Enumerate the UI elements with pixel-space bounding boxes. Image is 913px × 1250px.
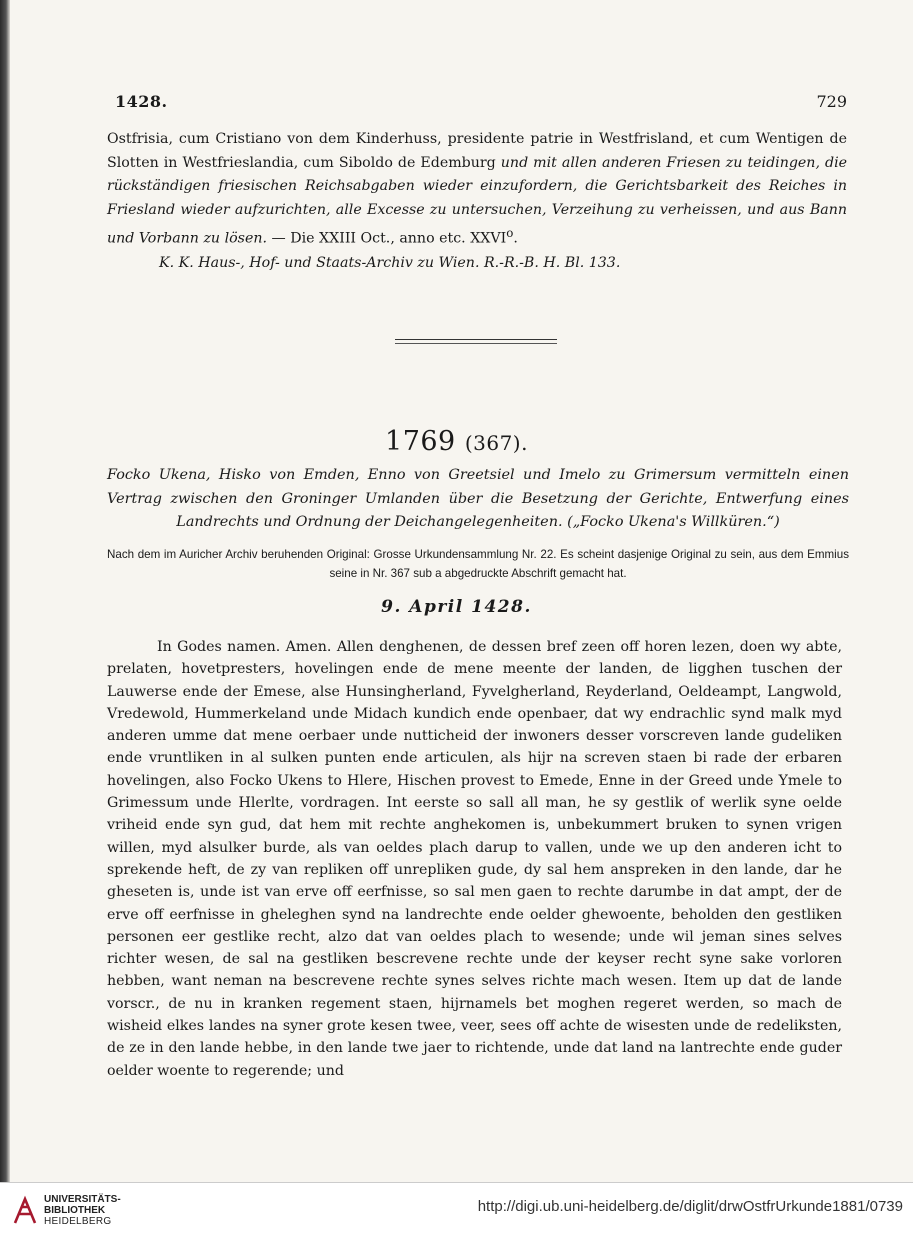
continuation-german: und mit allen anderen Friesen zu teidingen, die rückständigen friesischen Reichsabgaben wieder einzufordern, die Gerichtsbarkeit des Reiches in Friesland wieder aufzurichten, alle Excesse zu untersuchen, Verzeihung zu verheissen, und aus Bann und Vorbann zu lösen. (107, 154, 847, 248)
header-year: 1428. (115, 92, 168, 111)
section-divider (395, 339, 557, 340)
running-header (115, 92, 847, 111)
document-regest: Focko Ukena, Hisko von Emden, Enno von Greetsiel und Imelo zu Grimersum vermitteln einen Vertrag zwischen den Groninger Umlanden über die Besetzung der Gerichte, Entwerfung eines Landrechts und Ordnung der Deichangelegenheiten. („Focko Ukena's Willküren.“) (107, 467, 849, 530)
continuation-source: K. K. Haus-, Hof- und Staats-Archiv zu Wien. R.-R.-B. H. Bl. 133. (159, 254, 621, 271)
continuation-dating: — Die XXIII Oct., anno etc. XXVI (266, 231, 507, 248)
document-body: In Godes namen. Amen. Allen denghenen, de dessen bref zeen off horen lezen, doen wy abte, prelaten, hovetpresters, hovelingen ende de mene meente der landen, de ligghen tuschen der Lauwerse ende der Emese, alse Hunsingherland, Fyvelgherland, Reyderland, Oeldeampt, Langwold, Vredewold, Hummerkeland unde Midach kundich ende openbaer, dat wy endrachlic synd malk myd anderen umme dat mene oerbaer unde nutticheid der inwoners desser vorscreven lande gudeliken ende vruntliken in al sulken punten ende articulen, als hijr na screven staen bi rade der erbaren hovelingen, also Focko Ukens to Hlere, Hischen provest to Emede, Enne in der Greed unde Ymele to Grimessum unde Hlerlte, vordragen. Int eerste so sall all man, he sy gestlik of werlik syne oelde vriheid ende syn gud, dat hem mit rechte anghekomen is, unbekummert bruken to synen vrigen willen, myd alsulker burde, als van oeldes plach darup to vallen, unde we up den anderen icht to sprekende heft, de zy van repliken off unrepliken gude, dy sal hem anspreken in den lande, dar he gheseten is, unde ist van erve off eerfnisse, so sal men gaen to rechte darumbe in dat ampt, der de erve off eerfnisse in gheleghen synd na landrechte ende oelder ghewoente, beholden den gestliken personen eer gestlike recht, alzo dat van oeldes plach to wesende; unde wil jeman sines selves richter wesen, de sal na gestliken bescrevene rechte unde der keyser recht syne sake vorloren hebben, want neman na bescrevene rechte synes selves richte mach wesen. Item up dat de lande vorscr., de nu in kranken regement staen, hijrnamels bet moghen regeret werden, so mach de wisheid elkes landes na syner grote kesen twee, veer, sees off achte de wisesten unde de redeliksten, de ze in den lande hebbe, in den lande twe jaer to richtende, unde dat land na lantrechte ende guder oelder woente to regerende; und (107, 639, 842, 1079)
page-number: 729 (816, 92, 847, 111)
viewer-footer (0, 1182, 913, 1250)
continuation-text (107, 128, 847, 252)
section-divider-thin (395, 343, 557, 344)
logo-line-1: UNIVERSITÄTS- (44, 1193, 121, 1205)
permalink-url[interactable]: http://digi.ub.uni-heidelberg.de/diglit/drwOstfrUrkunde1881/0739 (477, 1198, 903, 1215)
continuation-sup: o (506, 226, 514, 241)
continuation-end: . (513, 231, 518, 248)
continuation-latin: Ostfrisia, cum Cristiano von dem Kinderhuss, presidente patrie in Westfrisland, et cum Wentigen de Slotten in Westfrieslandia, cum Siboldo de Edemburg (107, 131, 847, 171)
library-logo-icon (12, 1193, 38, 1227)
previous-document-continuation (107, 128, 847, 275)
source-note: Nach dem im Auricher Archiv beruhenden Original: Grosse Urkundensammlung Nr. 22. Es scheint dasjenige Original zu sein, aus dem Emmius seine in Nr. 367 sub a abgedruckte Abschrift gemacht hat. (107, 548, 849, 580)
document-number-alt: (367). (464, 431, 528, 455)
library-logo[interactable] (12, 1193, 121, 1227)
document-number-main: 1769 (385, 426, 456, 457)
library-logo-text (44, 1194, 121, 1227)
document-number (0, 426, 913, 457)
document-date: 9. April 1428. (381, 597, 532, 617)
logo-line-2: BIBLIOTHEK (44, 1204, 106, 1216)
logo-line-3: HEIDELBERG (44, 1215, 112, 1227)
page-edge-shadow (0, 0, 10, 1182)
